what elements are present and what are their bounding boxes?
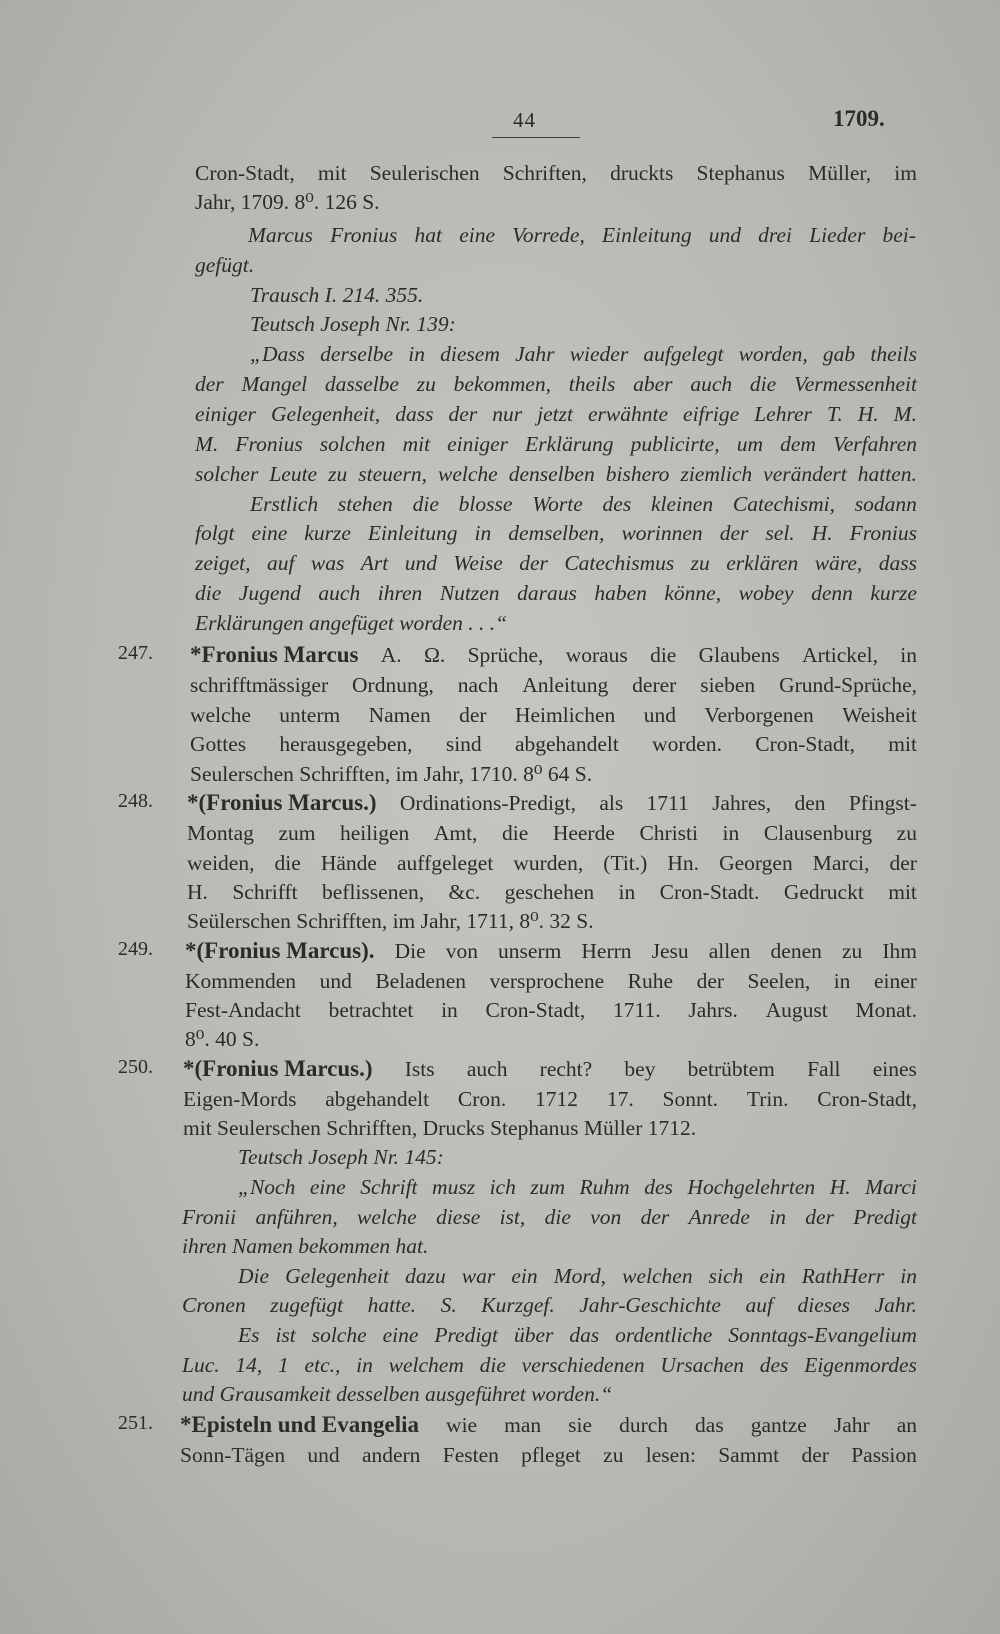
document-page: 44 1709. Cron-Stadt, mit Seulerischen Schriften, druckts Stephanus Müller, im Jahr, 1709. 8⁰. 126 S. Marcus Fronius hat eine Vorrede, Einleitung und drei Lieder bei- gefügt. Trausch I. 214. 355. Teutsch Joseph Nr. 139: „Dass derselbe in diesem Jahr wieder aufgelegt worden, gab theils der Mangel dasselbe zu bekommen, theils aber auch die Vermessenheit einiger Gelegenheit, dass der nur jetzt erwähnte eifrige Lehrer T. H. M. M. Fronius solchen mit einiger Erklärung publicirte, um dem Verfahren solcher Leute zu steuern, welche denselben bishero ziemlich verändert hatten. Erstlich stehen die blosse Worte des kleinen Catechismi, sodann folgt eine kurze Einleitung in demselben, worinnen der sel. H. Fronius zeiget, auf was Art und Weise der Catechismus zu erklären wäre, dass die Jugend auch ihren Nutzen daraus haben könne, wobey denn kurze Erklärungen angefüget worden . . .“ 247. *Fronius Marcus A. Ω. Sprüche, woraus die Glaubens Artickel, in schrifftmässiger Ordnung, nach Anleitung derer sieben Grund-Sprüche, welche unterm Namen der Heimlichen und Verborgenen Weisheit Gottes herausgegeben, sind abgehandelt worden. Cron-Stadt, mit Seulerschen Schrifften, im Jahr, 1710. 8⁰ 64 S. 248. *(Fronius Marcus.) Ordinations-Predigt, als 1711 Jahres, den Pfingst- Montag zum heiligen Amt, die Heerde Christi in Clausenburg zu weiden, die Hände auffgeleget wurden, (Tit.) Hn. Georgen Marci, der H. Schrifft beflissenen, &c. geschehen in Cron-Stadt. Gedruckt mit Seülerschen Schrifften, im Jahr, 1711, 8⁰. 32 S. 249. *(Fronius Marcus). Die von unserm Herrn Jesu allen denen zu Ihm Kommenden und Beladenen versprochene Ruhe der Seelen, in einer Fest-Andacht betrachtet in Cron-Stadt, 1711. Jahrs. August Monat. 8⁰. 40 S. 250. *(Fronius Marcus.) Ists auch recht? bey betrübtem Fall eines Eigen-Mords abgehandelt Cron. 1712 17. Sonnt. Trin. Cron-Stadt, mit Seulerschen Schrifften, Drucks Stephanus Müller 1712. Teutsch Joseph Nr. 145: „Noch eine Schrift musz ich zum Ruhm des Hochgelehrten H. Marci Fronii anführen, welche diese ist, die von der Anrede in der Predigt ihren Namen bekommen hat. Die Gelegenheit dazu war ein Mord, welchen sich ein RathHerr in Cronen zugefügt hatte. S. Kurzgef. Jahr-Geschichte auf dieses Jahr. Es ist solche eine Predigt über das ordentliche Sonntags-Evangelium Luc. 14, 1 etc., in welchem die verschiedenen Ursachen des Eigenmordes und Grausamkeit desselben ausgeführet worden.“ 251. *Episteln und Evangelia wie man sie durch das gantze Jahr an Sonn-Tägen und andern Festen pfleget zu lesen: Sammt der Passion [0, 0, 1000, 1634]
entry-number: 249. [118, 938, 153, 960]
entry-author: *Episteln und Evangelia [180, 1412, 420, 1437]
header-rule [492, 137, 580, 138]
entry-number: 250. [118, 1056, 153, 1078]
entry-author: *(Fronius Marcus.) [187, 790, 377, 815]
entry-number: 251. [118, 1412, 153, 1434]
entry-number: 247. [118, 642, 153, 664]
entry-number: 248. [118, 790, 153, 812]
running-year: 1709. [833, 106, 885, 131]
page-number: 44 [513, 108, 536, 132]
entry-author: *(Fronius Marcus.) [183, 1056, 373, 1081]
entry-author: *Fronius Marcus [190, 642, 359, 667]
entry-author: *(Fronius Marcus). [185, 938, 375, 963]
page-header [0, 104, 1000, 144]
